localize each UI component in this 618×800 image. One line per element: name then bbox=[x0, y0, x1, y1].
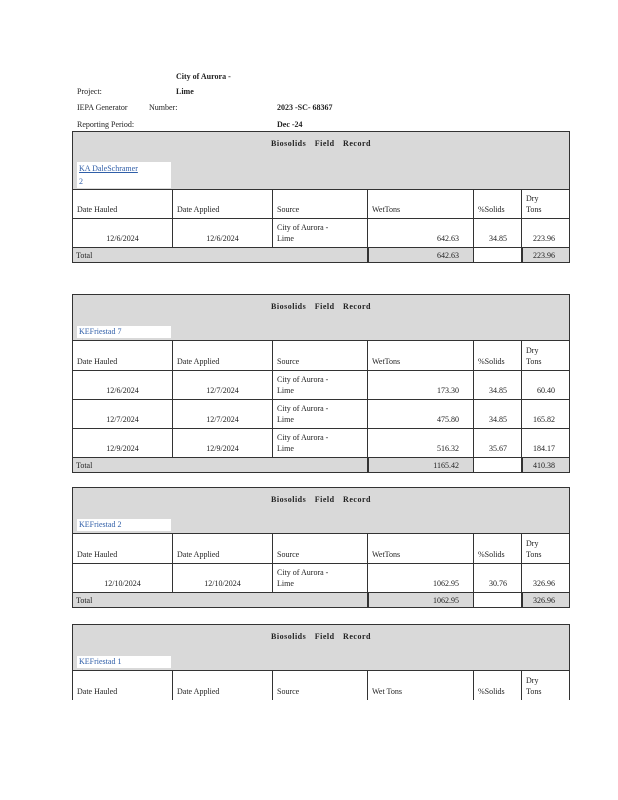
field-name: KEFriestad 7 bbox=[77, 326, 171, 338]
col-dry-tons: Dry Tons bbox=[526, 194, 542, 214]
wet-tons-cell: 173.30 bbox=[437, 386, 459, 395]
total-label: Total bbox=[76, 251, 93, 260]
source-cell: City of Aurora - Lime bbox=[277, 433, 329, 453]
total-wet-tons: 1062.95 bbox=[433, 596, 459, 605]
column-header-row bbox=[73, 341, 569, 371]
col-solids: %Solids bbox=[478, 687, 505, 696]
total-row bbox=[73, 593, 569, 607]
table-row bbox=[73, 564, 569, 593]
field-name: KEFriestad 2 bbox=[77, 519, 171, 531]
col-source: Source bbox=[277, 357, 300, 366]
solids-cell: 34.85 bbox=[489, 386, 507, 395]
col-wet-tons: WetTons bbox=[372, 205, 401, 214]
period-value: Dec -24 bbox=[277, 120, 303, 129]
solids-cell: 34.85 bbox=[489, 234, 507, 243]
total-label: Total bbox=[76, 461, 93, 470]
total-wet-tons: 1165.42 bbox=[433, 461, 459, 470]
generator-label: IEPA Generator bbox=[77, 103, 128, 112]
col-wet-tons: WetTons bbox=[372, 550, 401, 559]
project-value-line2: Lime bbox=[176, 87, 194, 96]
solids-cell: 34.85 bbox=[489, 415, 507, 424]
col-source: Source bbox=[277, 550, 300, 559]
col-date-hauled: Date Hauled bbox=[77, 687, 118, 696]
section-header bbox=[73, 625, 569, 671]
field-name: KEFriestad 1 bbox=[77, 656, 171, 668]
total-wet-tons: 642.63 bbox=[437, 251, 459, 260]
date-hauled-cell: 12/6/2024 bbox=[106, 234, 139, 243]
dry-tons-cell: 60.40 bbox=[537, 386, 555, 395]
field-record-section bbox=[72, 624, 570, 700]
col-dry-tons: Dry Tons bbox=[526, 346, 542, 366]
col-dry-tons: Dry Tons bbox=[526, 539, 542, 559]
field-record-section bbox=[72, 131, 570, 263]
col-date-applied: Date Applied bbox=[177, 687, 220, 696]
col-solids: %Solids bbox=[478, 357, 505, 366]
source-cell: City of Aurora - Lime bbox=[277, 404, 329, 424]
col-wet-tons: WetTons bbox=[372, 357, 401, 366]
col-source: Source bbox=[277, 205, 300, 214]
col-date-applied: Date Applied bbox=[177, 357, 220, 366]
record-title: Biosolids Field Record bbox=[271, 139, 371, 148]
field-record-section bbox=[72, 487, 570, 608]
total-label: Total bbox=[76, 596, 93, 605]
dry-tons-cell: 223.96 bbox=[533, 234, 555, 243]
wet-tons-cell: 516.32 bbox=[437, 444, 459, 453]
date-hauled-cell: 12/7/2024 bbox=[106, 415, 139, 424]
project-label: Project: bbox=[77, 87, 102, 96]
date-applied-cell: 12/7/2024 bbox=[206, 415, 239, 424]
table-row bbox=[73, 219, 569, 248]
total-row bbox=[73, 458, 569, 472]
total-dry-tons: 326.96 bbox=[533, 596, 555, 605]
dry-tons-cell: 326.96 bbox=[533, 579, 555, 588]
col-date-hauled: Date Hauled bbox=[77, 550, 118, 559]
project-value-line1: City of Aurora - bbox=[176, 72, 231, 81]
table-row bbox=[73, 400, 569, 429]
col-dry-tons: Dry Tons bbox=[526, 676, 542, 696]
col-solids: %Solids bbox=[478, 205, 505, 214]
source-cell: City of Aurora - Lime bbox=[277, 568, 329, 588]
field-name-line2: 2 bbox=[79, 177, 83, 186]
table-row bbox=[73, 429, 569, 458]
section-header bbox=[73, 295, 569, 341]
section-header bbox=[73, 488, 569, 534]
section-header bbox=[73, 132, 569, 190]
column-header-row bbox=[73, 190, 569, 219]
col-source: Source bbox=[277, 687, 300, 696]
source-cell: City of Aurora - Lime bbox=[277, 223, 329, 243]
record-title: Biosolids Field Record bbox=[271, 495, 371, 504]
number-value: 2023 -SC- 68367 bbox=[277, 103, 333, 112]
record-title: Biosolids Field Record bbox=[271, 632, 371, 641]
date-applied-cell: 12/6/2024 bbox=[206, 234, 239, 243]
column-header-row bbox=[73, 534, 569, 564]
table-row bbox=[73, 371, 569, 400]
field-record-section bbox=[72, 294, 570, 473]
period-label: Reporting Period: bbox=[77, 120, 135, 129]
col-date-hauled: Date Hauled bbox=[77, 205, 118, 214]
dry-tons-cell: 184.17 bbox=[533, 444, 555, 453]
dry-tons-cell: 165.82 bbox=[533, 415, 555, 424]
total-dry-tons: 223.96 bbox=[533, 251, 555, 260]
date-hauled-cell: 12/9/2024 bbox=[106, 444, 139, 453]
total-dry-tons: 410.38 bbox=[533, 461, 555, 470]
number-label: Number: bbox=[149, 103, 178, 112]
col-date-hauled: Date Hauled bbox=[77, 357, 118, 366]
source-cell: City of Aurora - Lime bbox=[277, 375, 329, 395]
date-applied-cell: 12/7/2024 bbox=[206, 386, 239, 395]
col-wet-tons: Wet Tons bbox=[372, 687, 402, 696]
total-row bbox=[73, 248, 569, 262]
col-date-applied: Date Applied bbox=[177, 205, 220, 214]
solids-cell: 35.67 bbox=[489, 444, 507, 453]
wet-tons-cell: 642.63 bbox=[437, 234, 459, 243]
field-name-line1: KA DaleSchramer bbox=[79, 164, 138, 173]
solids-cell: 30.76 bbox=[489, 579, 507, 588]
col-date-applied: Date Applied bbox=[177, 550, 220, 559]
date-hauled-cell: 12/6/2024 bbox=[106, 386, 139, 395]
report-header bbox=[77, 72, 497, 132]
col-solids: %Solids bbox=[478, 550, 505, 559]
wet-tons-cell: 1062.95 bbox=[433, 579, 459, 588]
column-header-row bbox=[73, 671, 569, 700]
date-hauled-cell: 12/10/2024 bbox=[104, 579, 141, 588]
record-title: Biosolids Field Record bbox=[271, 302, 371, 311]
date-applied-cell: 12/10/2024 bbox=[204, 579, 241, 588]
wet-tons-cell: 475.80 bbox=[437, 415, 459, 424]
date-applied-cell: 12/9/2024 bbox=[206, 444, 239, 453]
field-name bbox=[77, 162, 171, 188]
